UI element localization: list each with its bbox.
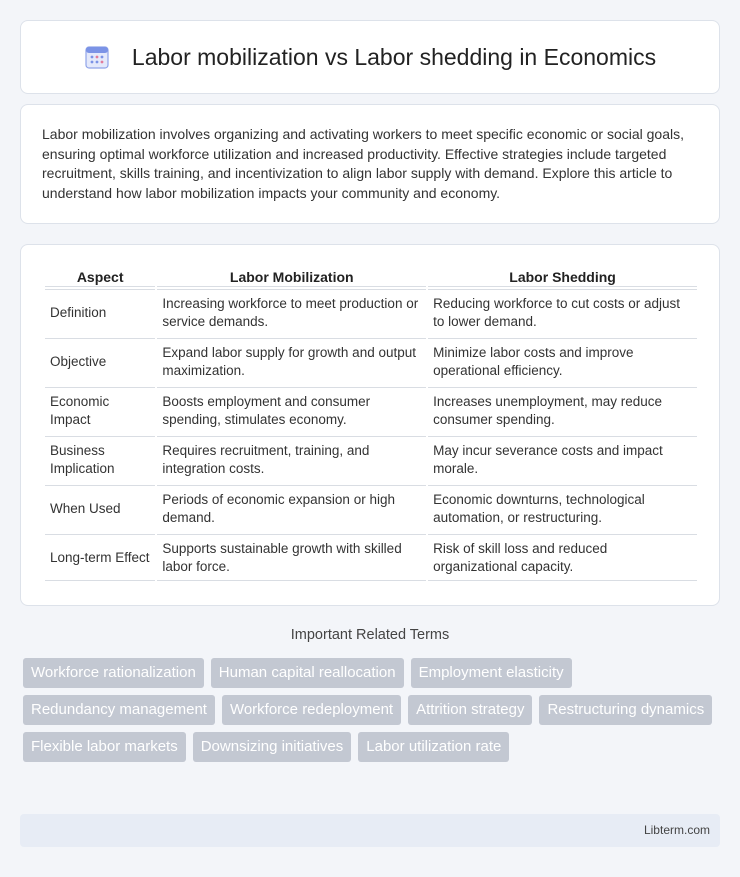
related-terms-title: Important Related Terms <box>290 627 450 643</box>
table-row <box>45 534 697 581</box>
related-term-tag[interactable]: Workforce rationalization <box>23 658 204 688</box>
related-term-tag[interactable]: Attrition strategy <box>408 695 532 725</box>
table-cell: Reducing workforce to cut costs or adjust to lower demand. <box>428 289 697 336</box>
related-terms-list <box>23 658 723 762</box>
table-cell: Increasing workforce to meet production or service demands. <box>157 289 426 336</box>
related-term-tag[interactable]: Employment elasticity <box>411 658 572 688</box>
column-header-labor-mobilization: Labor Mobilization <box>157 267 426 287</box>
table-header-row <box>45 267 697 287</box>
table-cell: Economic downturns, technological automation, or restructuring. <box>428 485 697 532</box>
table-cell: Risk of skill loss and reduced organizational capacity. <box>428 534 697 581</box>
table-cell: Boosts employment and consumer spending, stimulates economy. <box>157 387 426 434</box>
related-term-tag[interactable]: Human capital reallocation <box>211 658 404 688</box>
footer-brand-link[interactable]: Libterm.com <box>643 823 710 837</box>
related-term-tag[interactable]: Flexible labor markets <box>23 732 186 762</box>
table-cell: May incur severance costs and impact morale. <box>428 436 697 483</box>
table-cell-aspect: Definition <box>45 289 155 336</box>
table-cell-aspect: When Used <box>45 485 155 532</box>
column-header-aspect: Aspect <box>45 267 155 287</box>
footer <box>20 814 720 847</box>
title-card <box>20 20 720 94</box>
table-cell: Minimize labor costs and improve operational efficiency. <box>428 338 697 385</box>
column-header-labor-shedding: Labor Shedding <box>428 267 697 287</box>
table-cell-aspect: Business Implication <box>45 436 155 483</box>
table-cell-aspect: Long-term Effect <box>45 534 155 581</box>
comparison-table <box>43 265 699 583</box>
page-title: Labor mobilization vs Labor shedding in Economics <box>131 43 657 70</box>
calendar-icon <box>84 44 110 70</box>
table-row <box>45 387 697 434</box>
table-cell: Periods of economic expansion or high demand. <box>157 485 426 532</box>
table-cell-aspect: Economic Impact <box>45 387 155 434</box>
related-term-tag[interactable]: Labor utilization rate <box>358 732 509 762</box>
table-cell: Increases unemployment, may reduce consumer spending. <box>428 387 697 434</box>
related-term-tag[interactable]: Downsizing initiatives <box>193 732 352 762</box>
table-row <box>45 436 697 483</box>
table-cell: Expand labor supply for growth and output maximization. <box>157 338 426 385</box>
related-term-tag[interactable]: Restructuring dynamics <box>539 695 712 725</box>
table-row <box>45 338 697 385</box>
table-cell-aspect: Objective <box>45 338 155 385</box>
table-row <box>45 289 697 336</box>
intro-text: Labor mobilization involves organizing and activating workers to meet specific economic or social goals, ensuring optimal workforce utilization and increased productivity. Effective strategies include targeted recruitment, skills training, and incentivization to align labor supply with demand. Explore this article to understand how labor mobilization impacts your community and economy. <box>42 126 684 201</box>
related-term-tag[interactable]: Workforce redeployment <box>222 695 401 725</box>
intro-card <box>20 104 720 224</box>
table-row <box>45 485 697 532</box>
related-term-tag[interactable]: Redundancy management <box>23 695 215 725</box>
table-cell: Requires recruitment, training, and integration costs. <box>157 436 426 483</box>
table-cell: Supports sustainable growth with skilled labor force. <box>157 534 426 581</box>
comparison-card <box>20 244 720 606</box>
